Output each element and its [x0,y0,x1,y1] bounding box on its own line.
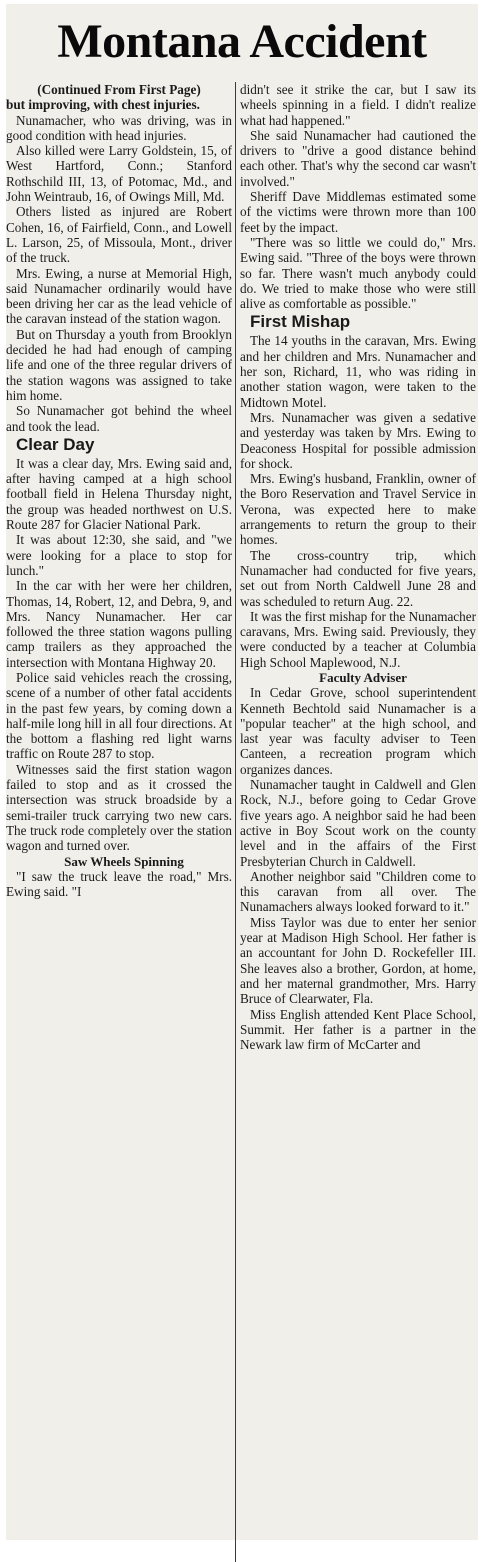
column-divider [235,82,236,1562]
paragraph: It was about 12:30, she said, and "we were looking for a place to stop for lunch." [6,532,232,578]
paragraph: It was the first mishap for the Nunamacher caravans, Mrs. Ewing said. Previously, they were conducted by a teacher at Columbia High School Maplewood, N.J. [240,608,476,670]
subhead-saw-wheels: Saw Wheels Spinning [64,853,184,869]
paragraph: But on Thursday a youth from Brooklyn decided he had had enough of camping life and one of the three regular drivers of the station wagons was assigned to take him home. [6,326,232,403]
paragraph: Miss English attended Kent Place School, Summit. Her father is a partner in the Newark law firm of McCarter and [240,1006,476,1053]
paragraph: "There was so little we could do," Mrs. Ewing said. "Three of the boys were thrown so far. There wasn't much anybody could do. We tried to make those who were still alive as comfortable as possible." [240,234,476,312]
left-column [6,82,232,899]
paragraph: Sheriff Dave Middlemas estimated some of the victims were thrown more than 100 feet by the impact. [240,189,476,235]
paragraph: Witnesses said the first station wagon failed to stop and as it crossed the intersection was struck broadside by a semi-trailer truck carrying two new cars. The truck rode completely over the station wagon and turned over. [6,761,232,854]
paragraph: The 14 youths in the caravan, Mrs. Ewing and her children and Mrs. Nunamacher and her son, Richard, 11, who was riding in another station wagon, were taken to the Midtown Motel. [240,333,476,410]
paragraph: In the car with her were her children, Thomas, 14, Robert, 12, and Debra, 9, and Mrs. Nancy Nunamacher. Her car followed the three station wagons pulling camp trailers as they approached the intersection with Montana Highway 20. [6,578,232,670]
paragraph: Mrs. Ewing's husband, Franklin, owner of the Boro Reservation and Travel Service in Verona, was expected here to make arrangements to return the group to their homes. [240,471,476,548]
headline: Montana Accident [57,15,427,68]
paragraph: Police said vehicles reach the crossing, scene of a number of other fatal accidents in the past few years, by coming down a half-mile long hill in all four directions. At the bottom a flashing red light warns traffic on Route 287 to stop. [6,669,232,762]
paragraph: Nunamacher, who was driving, was in good condition with head injuries. [6,112,232,143]
paragraph: Others listed as injured are Robert Cohen, 16, of Fairfield, Conn., and Lowell L. Larson, 25, of Missoula, Mont., driver of the truck. [6,204,232,266]
paragraph: Mrs. Nunamacher was given a sedative and yesterday was taken by Mrs. Ewing to Deaconess Hospital for possible admission for shock. [240,409,476,471]
paragraph: Miss Taylor was due to enter her senior year at Madison High School. Her father is an accountant for John D. Rockefeller III. She leaves also a brother, Gordon, at home, and her maternal grandmother, Mrs. Harry Bruce of Clearwater, Fla. [240,914,476,1007]
paragraph: Mrs. Ewing, a nurse at Memorial High, said Nunamacher ordinarily would have been driving her car as the lead vehicle of the caravan instead of the station wagon. [6,265,232,327]
paragraph: didn't see it strike the car, but I saw its wheels spinning in a field. I didn't realize what had happened." [240,82,476,128]
paragraph: So Nunamacher got behind the wheel and took the lead. [6,403,232,434]
subhead-first-mishap: First Mishap [250,312,351,332]
paragraph: Also killed were Larry Goldstein, 15, of West Hartford, Conn.; Stanford Rothschild III, 13, of Potomac, Md., and John Weintraub, 16, of Owings Mill, Md. [6,143,232,205]
paragraph: "I saw the truck leave the road," Mrs. Ewing said. "I [6,868,232,900]
paragraph: In Cedar Grove, school superintendent Kenneth Bechtold said Nunamacher is a "popular teacher" at the high school, and last year was faculty adviser to Teen Canteen, a recreation program which organizes dances. [240,685,476,777]
continuation-line: (Continued From First Page) [37,82,201,97]
subhead-clear-day: Clear Day [16,434,95,454]
paragraph: Another neighbor said "Children come to this caravan from all over. The Nunamachers always looked forward to it." [240,868,476,915]
lead-paragraph: but improving, with chest injuries. [6,97,200,113]
paragraph: Nunamacher taught in Caldwell and Glen Rock, N.J., before going to Cedar Grove five years ago. A neighbor said he had been active in Boy Scout work on the county level and in the affairs of the First Presbyterian Church in Caldwell. [240,777,476,869]
paragraph: The cross-country trip, which Nunamacher had conducted for five years, set out from North Caldwell June 28 and was scheduled to return Aug. 22. [240,547,476,609]
newspaper-clipping [6,4,478,1540]
paragraph: It was a clear day, Mrs. Ewing said and, after having camped at a high school football field in Helena Thursday night, the group was headed northwest on U.S. Route 287 for Glacier National Park. [6,455,232,533]
paragraph: She said Nunamacher had cautioned the drivers to "drive a good distance behind each other. That's why the second car wasn't involved." [240,127,476,189]
right-column [240,82,476,1052]
subhead-faculty-adviser: Faculty Adviser [319,669,407,685]
